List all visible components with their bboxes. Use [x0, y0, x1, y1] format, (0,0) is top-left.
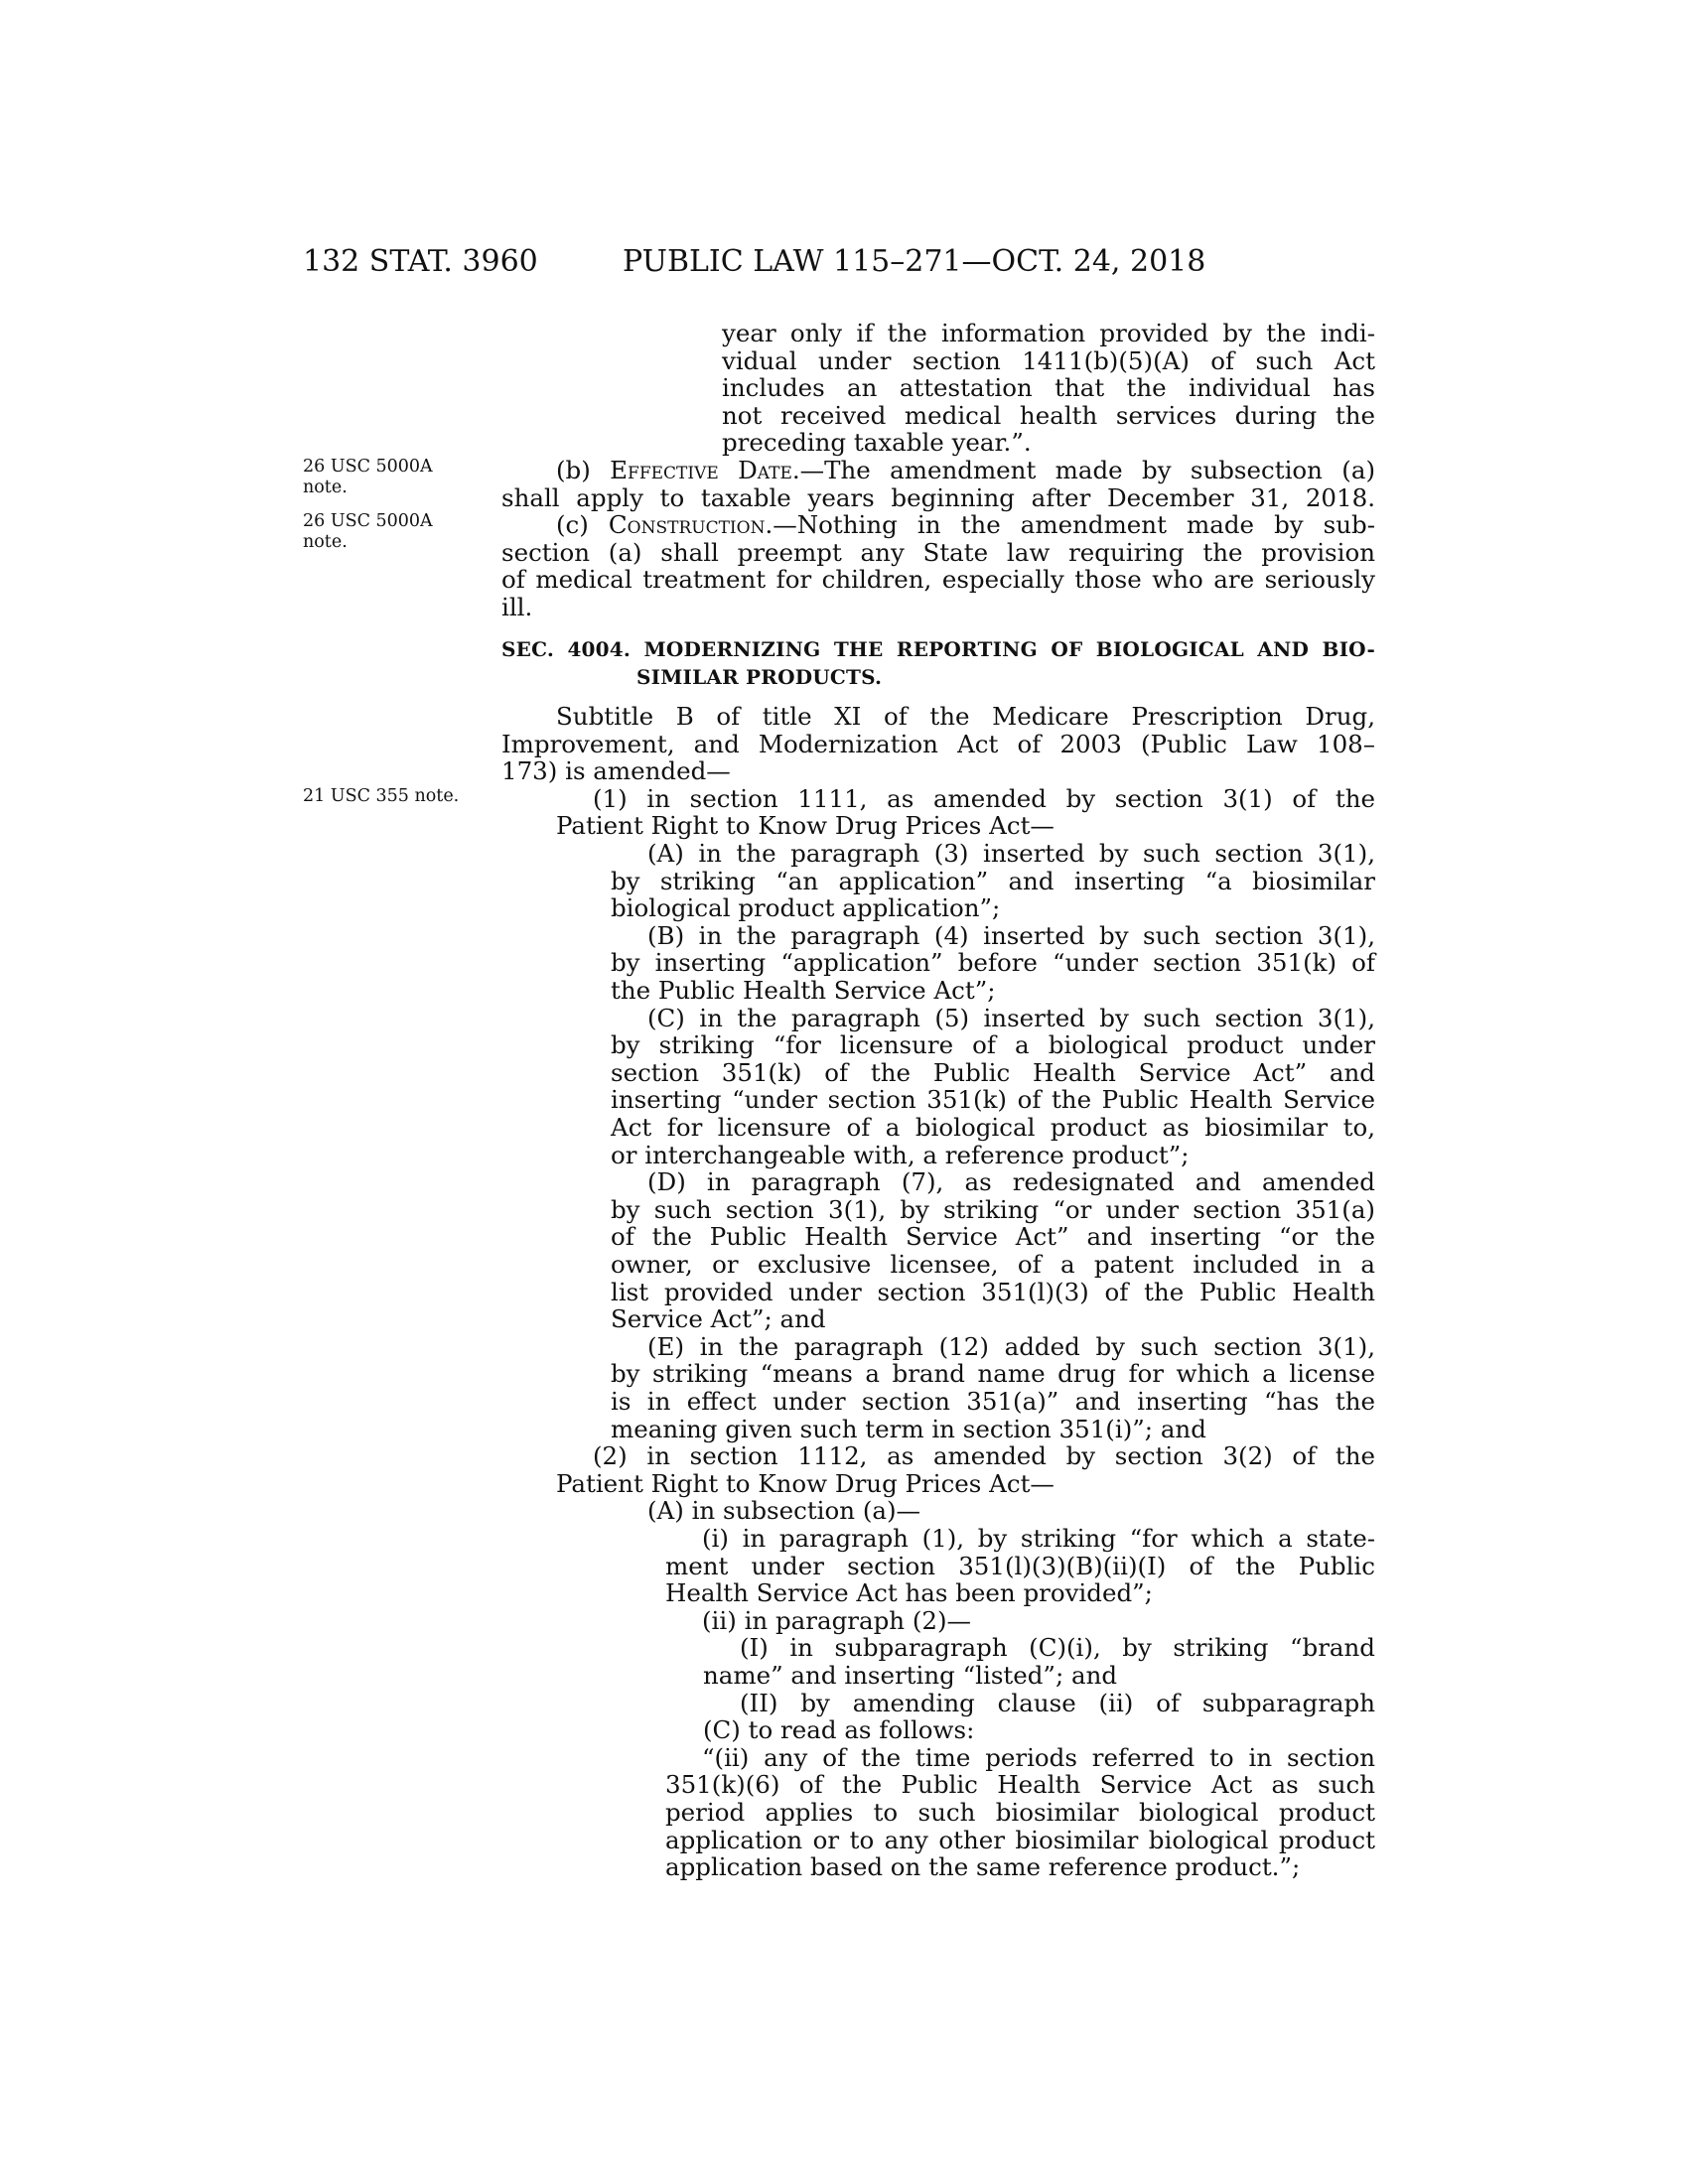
- body-line: Improvement, and Modernization Act of 2003 (Public Law 108–: [501, 729, 1375, 758]
- body-line: period applies to such biosimilar biological product: [665, 1798, 1375, 1827]
- subsection-c-text: .—Nothing in the amendment made by sub-: [765, 510, 1375, 540]
- body-line: meaning given such term in section 351(i)”; and: [611, 1414, 1206, 1443]
- subsection-c-first-line: [556, 511, 1375, 539]
- paragraph-1-line: (1) in section 1111, as amended by section 3(1) of the: [593, 783, 1375, 813]
- body-line: is in effect under section 351(a)” and inserting “has the: [611, 1387, 1375, 1416]
- body-line: of the Public Health Service Act” and inserting “or the: [611, 1222, 1375, 1252]
- paragraph-1A-line: (A) in the paragraph (3) inserted by such section 3(1),: [647, 839, 1375, 868]
- section-heading-continued: SIMILAR PRODUCTS.: [636, 665, 883, 689]
- subsection-b-heading: Effective Date: [610, 456, 792, 484]
- subsection-b-text: .—The amendment made by subsection (a): [791, 456, 1376, 484]
- section-heading: SEC. 4004. MODERNIZING THE REPORTING OF BIOLOGICAL AND BIO-: [501, 637, 1375, 661]
- body-line: application based on the same reference product.”;: [665, 1852, 1301, 1882]
- subsection-b-first-line: [556, 457, 1375, 484]
- body-line: year only if the information provided by the indi-: [722, 319, 1375, 347]
- paragraph-1B-line: (B) in the paragraph (4) inserted by such section 3(1),: [647, 920, 1375, 950]
- body-line: inserting “under section 351(k) of the Public Health Service: [611, 1085, 1375, 1115]
- margin-note-section-4004: 21 USC 355 note.: [303, 786, 460, 806]
- body-line: Subtitle B of title XI of the Medicare Prescription Drug,: [556, 702, 1375, 731]
- body-line: by striking “an application” and inserting “a biosimilar: [611, 866, 1375, 895]
- body-line: owner, or exclusive licensee, of a patent included in a: [611, 1250, 1375, 1279]
- body-line: preceding taxable year.”.: [722, 428, 1032, 458]
- margin-note-subsection-b: 26 USC 5000A note.: [303, 457, 433, 497]
- subsection-c-heading: Construction: [608, 510, 766, 540]
- body-line: by inserting “application” before “under section 351(k) of: [611, 948, 1375, 978]
- body-line: Patient Right to Know Drug Prices Act—: [556, 811, 1055, 841]
- body-line: the Public Health Service Act”;: [611, 976, 996, 1005]
- page-stat-citation: 132 STAT. 3960: [303, 244, 538, 279]
- paragraph-1C-line: (C) in the paragraph (5) inserted by such section 3(1),: [647, 1003, 1375, 1032]
- subclause-II-line: (II) by amending clause (ii) of subparagraph: [740, 1688, 1375, 1717]
- body-line: vidual under section 1411(b)(5)(A) of such Act: [722, 345, 1375, 375]
- body-line: ill.: [501, 593, 533, 621]
- body-line: ment under section 351(l)(3)(B)(ii)(I) of the Public: [665, 1551, 1375, 1580]
- subclause-I-line: (I) in subparagraph (C)(i), by striking “brand: [740, 1633, 1375, 1663]
- body-line: 351(k)(6) of the Public Health Service Act as such: [665, 1770, 1375, 1800]
- clause-ii-line: (ii) in paragraph (2)—: [702, 1605, 972, 1635]
- body-line: includes an attestation that the individual has: [722, 373, 1375, 403]
- body-line: biological product application”;: [611, 893, 1001, 923]
- paragraph-2-line: (2) in section 1112, as amended by section 3(2) of the: [593, 1441, 1375, 1471]
- body-line: 173) is amended—: [501, 756, 731, 786]
- body-line: by such section 3(1), by striking “or under section 351(a): [611, 1194, 1375, 1224]
- body-line: shall apply to taxable years beginning after December 31, 2018.: [501, 482, 1375, 512]
- body-line: Service Act”; and: [611, 1304, 826, 1334]
- body-line: Patient Right to Know Drug Prices Act—: [556, 1468, 1055, 1498]
- paragraph-1D-line: (D) in paragraph (7), as redesignated and amended: [647, 1167, 1375, 1197]
- body-line: Health Service Act has been provided”;: [665, 1578, 1153, 1608]
- paragraph-1E-line: (E) in the paragraph (12) added by such section 3(1),: [647, 1331, 1375, 1361]
- body-line: Act for licensure of a biological product as biosimilar to,: [611, 1113, 1375, 1142]
- body-line: of medical treatment for children, especially those who are seriously: [501, 565, 1375, 595]
- body-line: list provided under section 351(l)(3) of the Public Health: [611, 1277, 1375, 1306]
- quoted-clause-line: “(ii) any of the time periods referred to in section: [702, 1742, 1375, 1772]
- body-line: section (a) shall preempt any State law requiring the provision: [501, 537, 1375, 567]
- subsection-b-label: (b): [556, 456, 611, 484]
- body-line: or interchangeable with, a reference product”;: [611, 1140, 1190, 1169]
- body-line: name” and inserting “listed”; and: [703, 1661, 1118, 1690]
- body-line: by striking “for licensure of a biological product under: [611, 1030, 1375, 1060]
- subsection-c-label: (c): [556, 510, 609, 540]
- body-line: by striking “means a brand name drug for which a license: [611, 1359, 1375, 1389]
- page-title: PUBLIC LAW 115–271—OCT. 24, 2018: [623, 244, 1206, 279]
- body-line: application or to any other biosimilar biological product: [665, 1825, 1375, 1854]
- clause-i-line: (i) in paragraph (1), by striking “for which a state-: [702, 1524, 1375, 1553]
- body-line: (C) to read as follows:: [703, 1715, 975, 1745]
- body-line: not received medical health services during the: [722, 400, 1375, 430]
- margin-note-subsection-c: 26 USC 5000A note.: [303, 511, 433, 552]
- body-line: section 351(k) of the Public Health Service Act” and: [611, 1057, 1375, 1087]
- paragraph-2A-line: (A) in subsection (a)—: [647, 1496, 921, 1526]
